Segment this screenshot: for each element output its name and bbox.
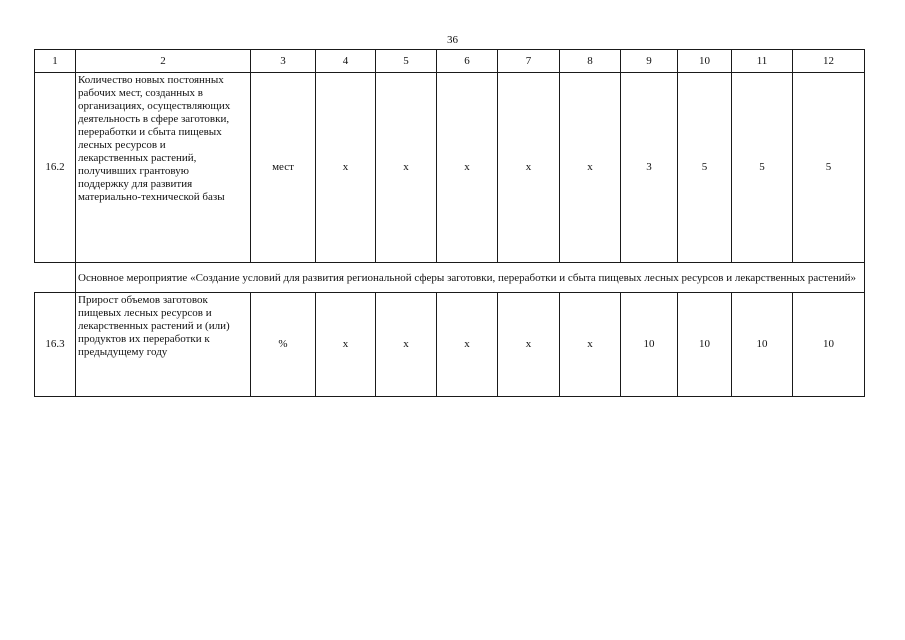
column-number: 3 (251, 50, 316, 73)
column-number: 4 (316, 50, 376, 73)
value-cell: x (316, 293, 376, 397)
column-number: 5 (376, 50, 437, 73)
value-cell: x (376, 293, 437, 397)
value-cell: x (437, 293, 498, 397)
row-number: 16.3 (35, 293, 76, 397)
column-number: 7 (498, 50, 560, 73)
column-number: 10 (678, 50, 732, 73)
value-cell: 5 (732, 73, 793, 263)
table-row (35, 293, 865, 397)
column-number: 1 (35, 50, 76, 73)
column-number: 12 (793, 50, 865, 73)
value-cell: 5 (678, 73, 732, 263)
unit-cell: мест (251, 73, 316, 263)
value-cell: 10 (621, 293, 678, 397)
table-row (35, 73, 865, 263)
value-cell: 5 (793, 73, 865, 263)
column-number: 6 (437, 50, 498, 73)
column-number: 9 (621, 50, 678, 73)
unit-cell: % (251, 293, 316, 397)
blank-cell (35, 263, 76, 293)
row-number: 16.2 (35, 73, 76, 263)
value-cell: x (316, 73, 376, 263)
section-row (35, 263, 865, 293)
value-cell: x (560, 73, 621, 263)
value-cell: x (498, 293, 560, 397)
indicator-description: Прирост объемов заготовок пищевых лесных ресурсов и лекарственных растений и (или) продуктов их переработки к предыдущему году (76, 293, 251, 397)
value-cell: 10 (732, 293, 793, 397)
value-cell: 3 (621, 73, 678, 263)
indicator-description: Количество новых постоянных рабочих мест, созданных в организациях, осуществляющих деятельность в сфере заготовки, переработки и сбыта пищевых лесных ресурсов и лекарственных растений, получивших грантовую поддержку для развития материально-технической базы (76, 73, 251, 263)
column-number: 8 (560, 50, 621, 73)
column-number-row (35, 50, 865, 73)
page-number: 36 (447, 34, 458, 46)
value-cell: x (498, 73, 560, 263)
indicator-table (34, 49, 865, 397)
value-cell: x (376, 73, 437, 263)
value-cell: x (437, 73, 498, 263)
column-number: 11 (732, 50, 793, 73)
value-cell: 10 (793, 293, 865, 397)
column-number: 2 (76, 50, 251, 73)
section-title: Основное мероприятие «Создание условий для развития региональной сферы заготовки, переработки и сбыта пищевых лесных ресурсов и лекарственных растений» (76, 263, 865, 293)
value-cell: 10 (678, 293, 732, 397)
value-cell: x (560, 293, 621, 397)
